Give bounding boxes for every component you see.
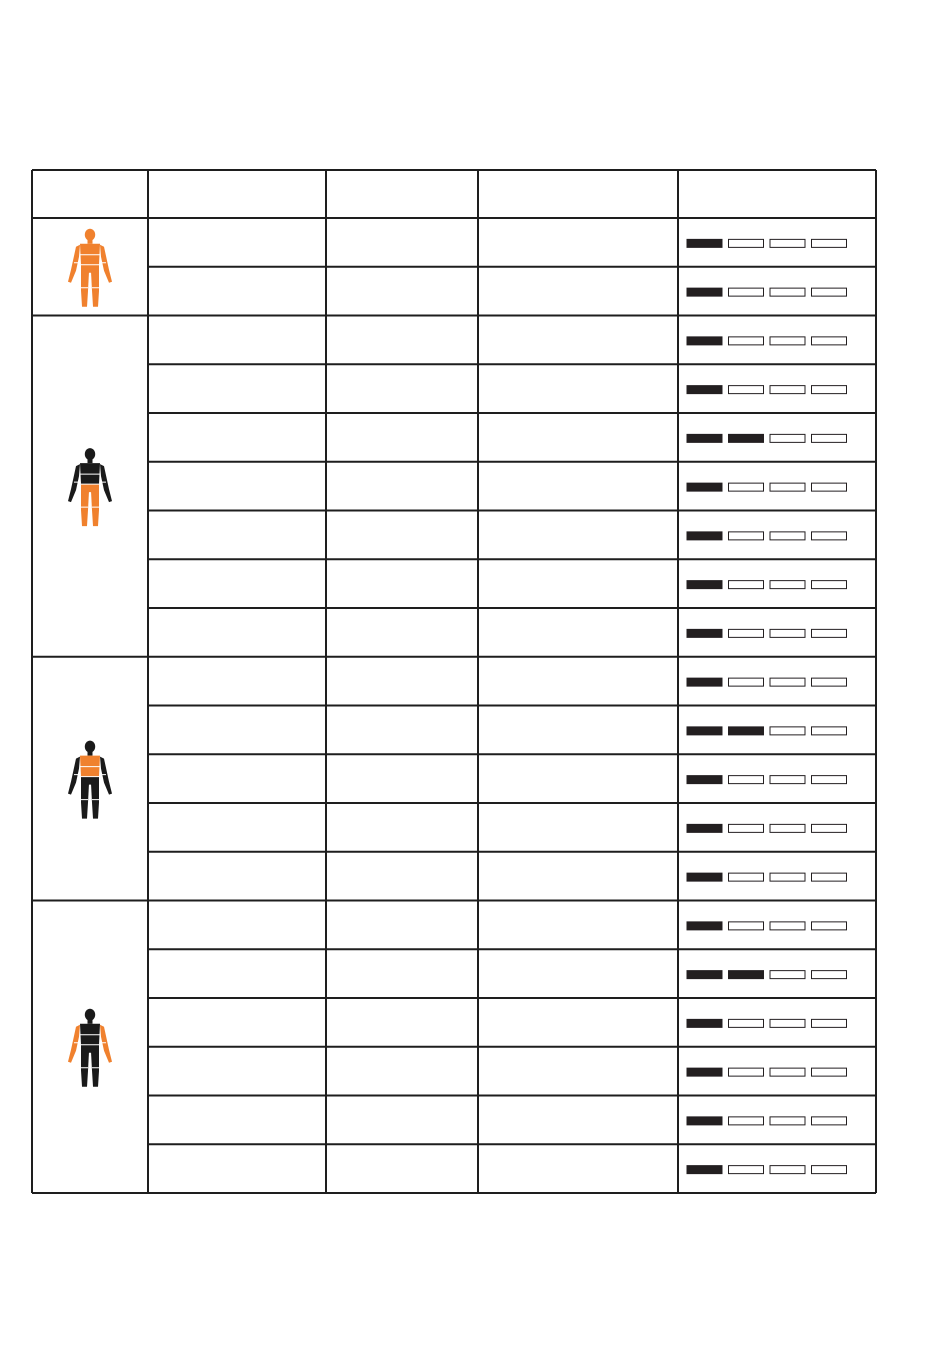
level-segment-filled xyxy=(687,824,722,832)
level-segment-filled xyxy=(687,678,722,686)
level-segment-filled xyxy=(729,434,764,442)
level-meter xyxy=(687,727,847,735)
level-segment-filled xyxy=(687,532,722,540)
level-meter xyxy=(687,971,847,979)
level-segment-empty xyxy=(770,434,805,442)
level-segment-empty xyxy=(729,922,764,930)
level-segment-empty xyxy=(770,873,805,881)
level-segment-empty xyxy=(729,629,764,637)
level-meter xyxy=(687,1068,847,1076)
level-segment-empty xyxy=(812,678,847,686)
level-meter xyxy=(687,337,847,345)
level-segment-empty xyxy=(812,1117,847,1125)
level-segment-empty xyxy=(812,434,847,442)
level-segment-empty xyxy=(729,288,764,296)
level-segment-filled xyxy=(687,727,722,735)
level-segment-filled xyxy=(687,776,722,784)
level-meter xyxy=(687,873,847,881)
level-meter xyxy=(687,483,847,491)
level-segment-empty xyxy=(812,922,847,930)
body-torso-orange-icon xyxy=(68,741,112,819)
level-segment-empty xyxy=(812,532,847,540)
level-segment-empty xyxy=(812,776,847,784)
level-segment-filled xyxy=(687,971,722,979)
level-meter xyxy=(687,434,847,442)
level-segment-filled xyxy=(687,288,722,296)
level-segment-filled xyxy=(687,337,722,345)
level-segment-empty xyxy=(812,483,847,491)
level-segment-empty xyxy=(770,727,805,735)
level-meter xyxy=(687,288,847,296)
level-segment-filled xyxy=(687,1117,722,1125)
level-segment-empty xyxy=(770,483,805,491)
level-segment-empty xyxy=(770,1019,805,1027)
level-segment-empty xyxy=(729,532,764,540)
level-segment-empty xyxy=(812,288,847,296)
level-segment-filled xyxy=(687,483,722,491)
level-segment-empty xyxy=(729,776,764,784)
level-segment-empty xyxy=(729,1068,764,1076)
level-meter xyxy=(687,239,847,247)
level-meter xyxy=(687,824,847,832)
level-segment-empty xyxy=(812,581,847,589)
level-segment-empty xyxy=(770,678,805,686)
level-meter xyxy=(687,1117,847,1125)
level-segment-empty xyxy=(770,922,805,930)
level-meter xyxy=(687,922,847,930)
level-meter xyxy=(687,532,847,540)
level-segment-empty xyxy=(729,1117,764,1125)
level-segment-filled xyxy=(687,239,722,247)
level-meter xyxy=(687,678,847,686)
level-segment-filled xyxy=(729,727,764,735)
level-segment-empty xyxy=(729,824,764,832)
level-segment-filled xyxy=(687,629,722,637)
level-segment-empty xyxy=(812,386,847,394)
body-lower-orange-icon xyxy=(68,448,112,526)
level-segment-empty xyxy=(729,337,764,345)
level-segment-empty xyxy=(812,337,847,345)
level-segment-empty xyxy=(812,1166,847,1174)
level-segment-empty xyxy=(729,581,764,589)
level-segment-empty xyxy=(770,239,805,247)
level-segment-filled xyxy=(687,434,722,442)
level-meter xyxy=(687,776,847,784)
level-segment-empty xyxy=(770,776,805,784)
level-segment-empty xyxy=(812,873,847,881)
level-segment-filled xyxy=(729,971,764,979)
level-segment-empty xyxy=(729,239,764,247)
level-segment-empty xyxy=(812,1068,847,1076)
level-segment-filled xyxy=(687,1166,722,1174)
level-segment-empty xyxy=(812,824,847,832)
level-segment-empty xyxy=(770,288,805,296)
level-segment-filled xyxy=(687,922,722,930)
level-segment-empty xyxy=(770,1068,805,1076)
level-meter xyxy=(687,386,847,394)
level-segment-empty xyxy=(729,386,764,394)
level-segment-empty xyxy=(770,1166,805,1174)
body-full-orange-icon xyxy=(68,229,112,307)
level-segment-empty xyxy=(770,532,805,540)
level-segment-empty xyxy=(770,337,805,345)
level-segment-empty xyxy=(770,824,805,832)
level-meter xyxy=(687,581,847,589)
body-arms-orange-icon xyxy=(68,1009,112,1087)
level-segment-empty xyxy=(812,629,847,637)
level-segment-filled xyxy=(687,386,722,394)
level-segment-empty xyxy=(729,1166,764,1174)
level-meter xyxy=(687,629,847,637)
level-segment-empty xyxy=(812,971,847,979)
level-segment-filled xyxy=(687,1019,722,1027)
level-segment-empty xyxy=(770,971,805,979)
level-segment-empty xyxy=(770,1117,805,1125)
level-segment-empty xyxy=(812,727,847,735)
level-segment-empty xyxy=(770,581,805,589)
level-segment-empty xyxy=(729,678,764,686)
level-segment-filled xyxy=(687,873,722,881)
level-segment-empty xyxy=(729,1019,764,1027)
level-segment-empty xyxy=(812,239,847,247)
level-segment-empty xyxy=(729,483,764,491)
level-segment-filled xyxy=(687,581,722,589)
level-segment-empty xyxy=(770,386,805,394)
level-segment-empty xyxy=(770,629,805,637)
level-segment-empty xyxy=(812,1019,847,1027)
level-meter xyxy=(687,1019,847,1027)
level-segment-empty xyxy=(729,873,764,881)
level-segment-filled xyxy=(687,1068,722,1076)
level-meter xyxy=(687,1166,847,1174)
